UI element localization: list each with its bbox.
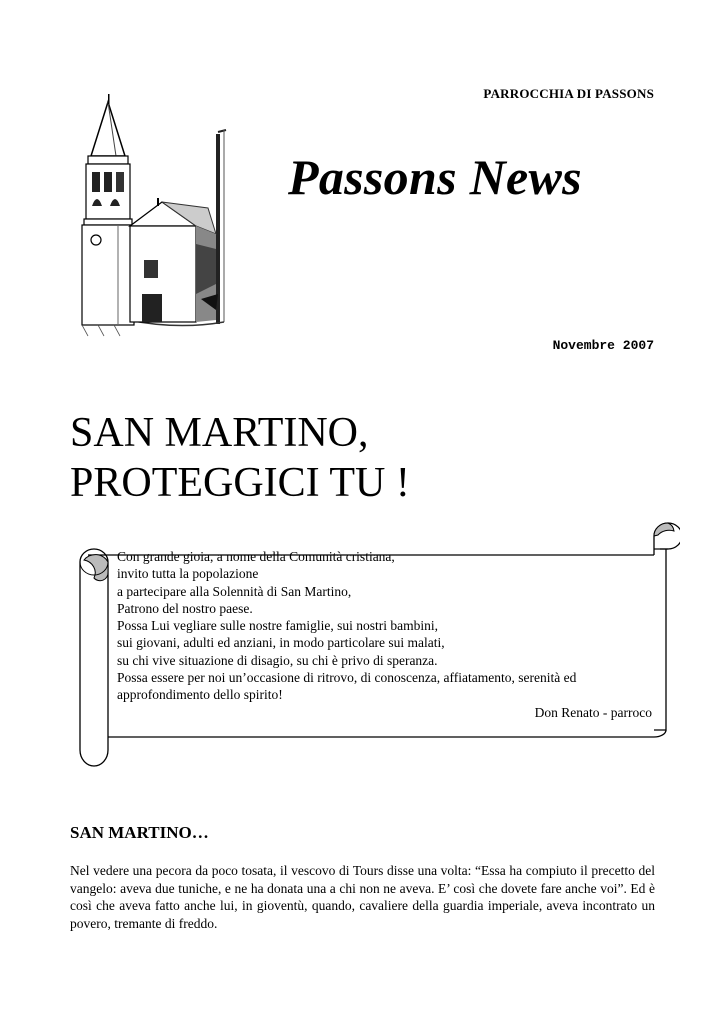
message-signature: Don Renato - parroco bbox=[534, 704, 652, 720]
main-headline bbox=[70, 408, 410, 508]
headline-line-2: PROTEGGICI TU ! bbox=[70, 460, 410, 506]
message-line: approfondimento dello spirito! bbox=[117, 687, 283, 703]
message-line: Possa essere per noi un’occasione di ritrovo, di conoscenza, affiatamento, serenità ed bbox=[117, 670, 577, 686]
parish-name: PARROCCHIA DI PASSONS bbox=[483, 86, 654, 101]
message-line: Con grande gioia, a nome della Comunità cristiana, bbox=[117, 549, 395, 564]
newsletter-masthead: Passons News bbox=[288, 149, 582, 205]
issue-date: Novembre 2007 bbox=[552, 338, 654, 353]
message-line: invito tutta la popolazione bbox=[117, 566, 259, 582]
message-line: su chi vive situazione di disagio, su chi è privo di speranza. bbox=[117, 652, 438, 668]
message-line: sui giovani, adulti ed anziani, in modo particolare sui malati, bbox=[117, 635, 445, 651]
message-line: Possa Lui vegliare sulle nostre famiglie, sui nostri bambini, bbox=[117, 618, 438, 634]
message-line: a partecipare alla Solennità di San Martino, bbox=[117, 583, 352, 599]
church-bell-tower-icon bbox=[58, 84, 258, 344]
article-paragraph: Nel vedere una pecora da poco tosata, il vescovo di Tours disse una volta: “Essa ha compiuto il precetto del vangelo: aveva due tuniche, e ne ha donata una a chi non ne aveva. E’ così che dovete fare anche voi”. Ed è così che aveva fatto anche lui, in gioventù, quando, cavaliere della guardia imperiale, aveva incontrato un povero, tremante di freddo. bbox=[70, 863, 655, 931]
parish-invitation-message bbox=[117, 548, 652, 721]
message-line: Patrono del nostro paese. bbox=[117, 600, 253, 616]
headline-line-1: SAN MARTINO, bbox=[70, 410, 369, 456]
section-title: SAN MARTINO… bbox=[70, 823, 209, 842]
